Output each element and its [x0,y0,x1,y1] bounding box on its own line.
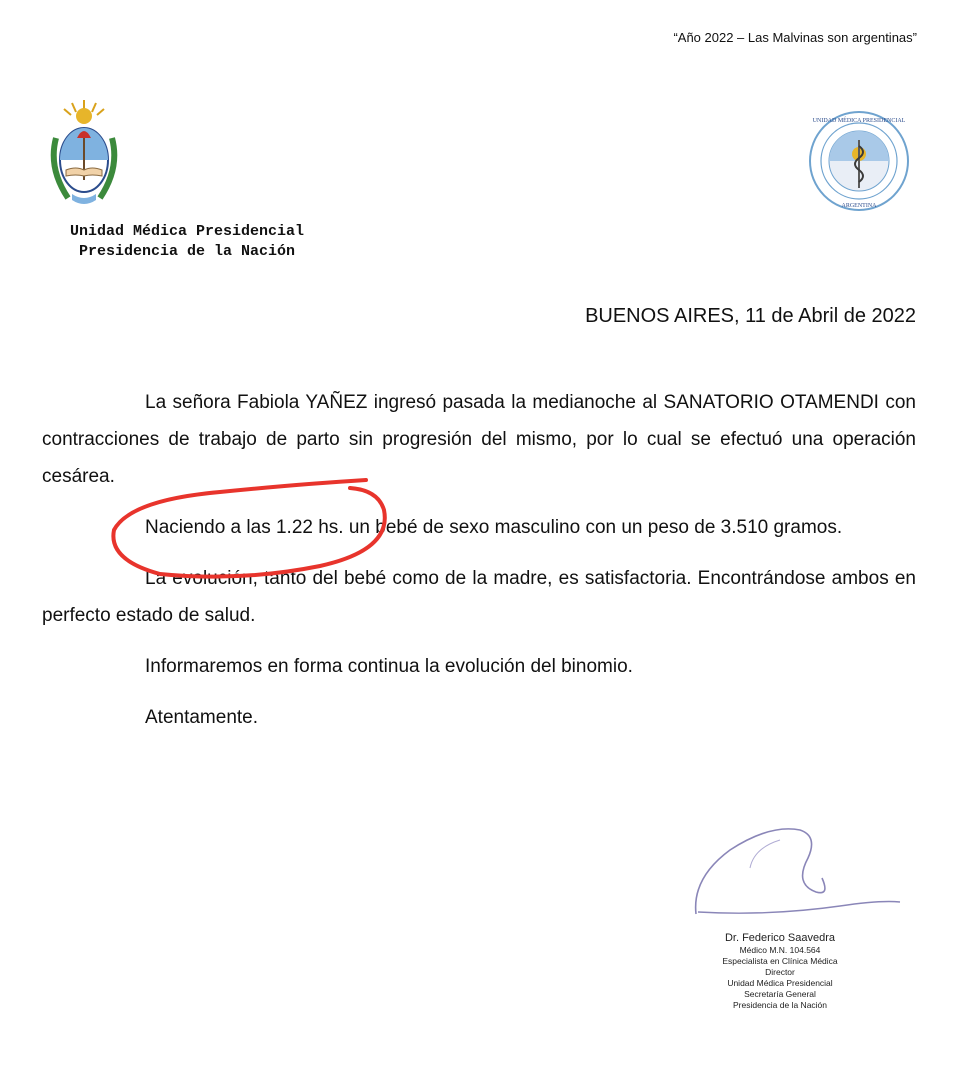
paragraph-3: La evolución, tanto del bebé como de la madre, es satisfactoria. Encontrándose ambos en perfecto estado de salud. [42,568,916,626]
document-body [42,384,916,750]
signer-office: Presidencia de la Nación [732,1000,828,1010]
paragraph-2: Naciendo a las 1.22 hs. un bebé de sexo masculino con un peso de 3.510 gramos. [145,517,843,538]
paragraph-1: La señora Fabiola YAÑEZ ingresó pasada la medianoche al SANATORIO OTAMENDI con contracciones de trabajo de parto sin progresión del mismo, por lo cual se efectuó una operación cesárea. [42,392,916,487]
motto: “Año 2022 – Las Malvinas son argentinas” [673,30,917,45]
coat-of-arms-icon [46,98,122,210]
document-date: BUENOS AIRES, 11 de Abril de 2022 [585,305,916,327]
org-line-1: Unidad Médica Presidencial [69,223,305,240]
issuing-office [42,222,332,262]
handwritten-signature [690,818,920,923]
paragraph-4: Informaremos en forma continua la evolución del binomio. [145,656,633,677]
signer-dept: Secretaría General [744,989,816,999]
signer-name: Dr. Federico Saavedra [724,932,836,944]
signer-unit: Unidad Médica Presidencial [727,978,833,988]
signer-specialty: Especialista en Clínica Médica [722,956,838,966]
seal-text-top: UNIDAD MÉDICA PRESIDENCIAL [812,118,906,124]
paragraph-5: Atentamente. [145,707,259,728]
org-line-2: Presidencia de la Nación [78,243,296,260]
signer-role: Director [765,967,795,977]
signer-license: Médico M.N. 104.564 [739,945,821,955]
presidential-medical-unit-seal-icon [808,110,910,212]
signature-block [680,932,880,1011]
seal-text-bottom: ARGENTINA [841,203,877,209]
